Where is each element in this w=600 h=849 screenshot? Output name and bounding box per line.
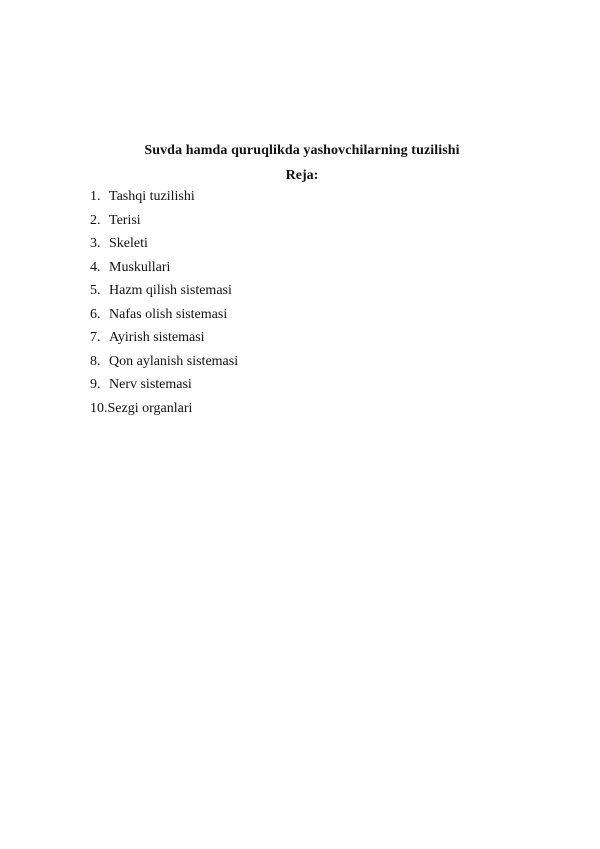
plan-item xyxy=(90,211,238,235)
plan-item-label: Muskullari xyxy=(109,259,171,275)
plan-list xyxy=(90,187,238,422)
plan-item-number: 1. xyxy=(90,189,101,204)
plan-item-number: 9. xyxy=(90,377,101,392)
plan-item xyxy=(90,399,238,423)
plan-item xyxy=(90,234,238,258)
plan-item-number: 2. xyxy=(90,212,101,228)
plan-item xyxy=(90,281,238,305)
plan-item xyxy=(90,328,238,352)
plan-item xyxy=(90,258,238,282)
plan-item-number: 8. xyxy=(90,353,101,369)
plan-item-label: Tashqi tuzilishi xyxy=(109,189,195,204)
plan-item-label: Qon aylanish sistemasi xyxy=(109,353,239,369)
plan-heading: Reja: xyxy=(285,168,319,183)
plan-item-number: 3. xyxy=(90,236,101,251)
plan-item-label: Ayirish sistemasi xyxy=(109,330,205,345)
plan-item xyxy=(90,305,238,329)
plan-item-number: 4. xyxy=(90,259,101,275)
plan-item xyxy=(90,352,238,376)
plan-item-number: 6. xyxy=(90,306,101,322)
plan-item xyxy=(90,187,238,211)
plan-item-label: Terisi xyxy=(109,212,141,228)
plan-item xyxy=(90,375,238,399)
plan-item-number: 7. xyxy=(90,330,101,345)
plan-item-label: Nafas olish sistemasi xyxy=(109,306,228,322)
plan-item-number: 10. xyxy=(90,400,108,416)
plan-item-label: Sezgi organlari xyxy=(107,400,193,416)
document-title: Suvda hamda quruqlikda yashovchilarning tuzilishi xyxy=(144,143,460,158)
plan-item-label: Hazm qilish sistemasi xyxy=(109,283,232,298)
plan-item-label: Nerv sistemasi xyxy=(109,377,192,392)
plan-item-label: Skeleti xyxy=(109,236,148,251)
plan-item-number: 5. xyxy=(90,283,101,298)
